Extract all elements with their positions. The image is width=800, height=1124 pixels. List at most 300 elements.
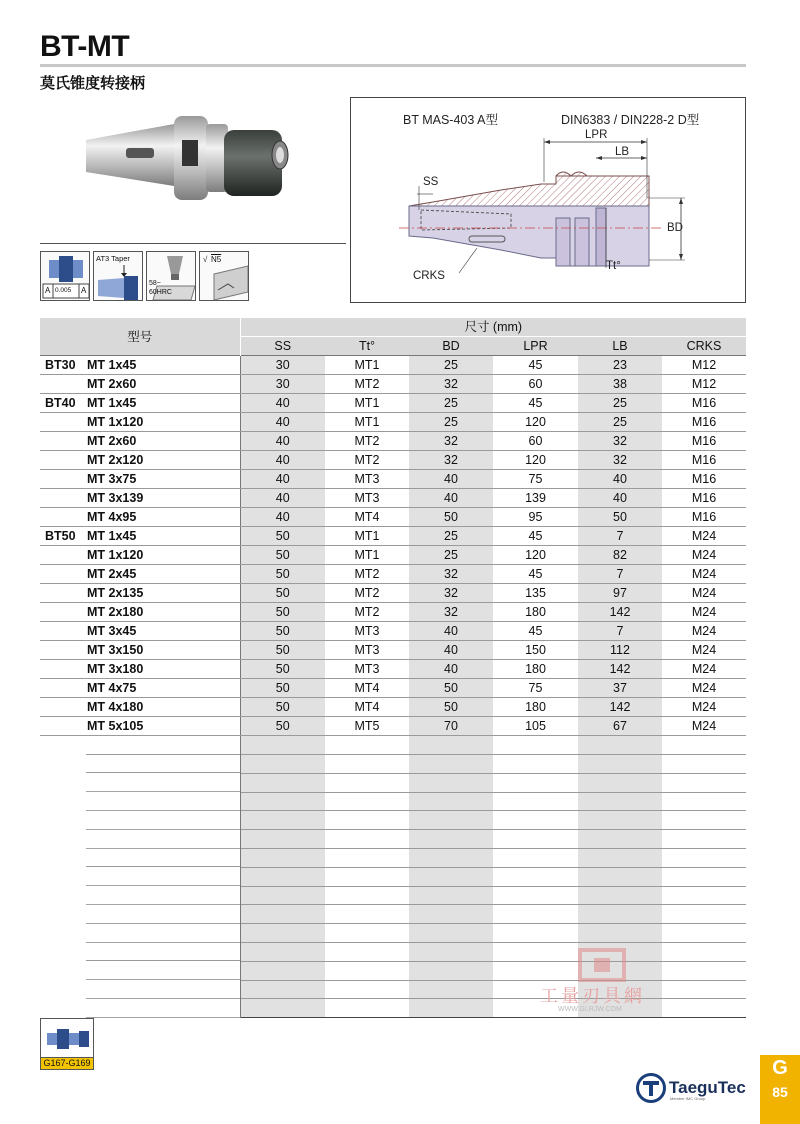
section-tab <box>760 1055 800 1124</box>
blank-cell <box>240 830 325 849</box>
cell-lpr: 60 <box>493 432 578 451</box>
cell-lb: 142 <box>578 698 662 717</box>
watermark-url: WWW.GLRJW.COM <box>558 1006 622 1013</box>
blank-cell <box>662 980 746 999</box>
table-row <box>40 413 746 432</box>
cell-ss: 50 <box>240 660 325 679</box>
cell-bd: 25 <box>409 527 493 546</box>
series-group: BT30 <box>45 358 76 373</box>
model-cell <box>40 717 240 736</box>
blank-cell <box>325 849 409 868</box>
cell-bd: 25 <box>409 356 493 375</box>
cell-bd: 32 <box>409 565 493 584</box>
blank-cell <box>578 924 662 943</box>
blank-model-cell <box>40 792 240 811</box>
model-cell <box>40 603 240 622</box>
blank-cell <box>662 736 746 755</box>
blank-cell <box>578 811 662 830</box>
cell-ss: 40 <box>240 508 325 527</box>
cell-bd: 32 <box>409 603 493 622</box>
cell-lb: 40 <box>578 470 662 489</box>
table-row <box>40 584 746 603</box>
model-cell <box>40 622 240 641</box>
blank-cell <box>409 961 493 980</box>
blank-cell <box>493 830 578 849</box>
blank-cell <box>240 867 325 886</box>
blank-cell <box>240 924 325 943</box>
model-cell <box>40 489 240 508</box>
product-photo <box>86 110 296 210</box>
table-row <box>40 546 746 565</box>
model-header: 型号 <box>40 318 240 356</box>
cell-ss: 40 <box>240 489 325 508</box>
table-row <box>40 356 746 375</box>
blank-row <box>40 849 746 868</box>
model-name: MT 3x150 <box>87 643 144 658</box>
blank-cell <box>493 867 578 886</box>
cell-ss: 50 <box>240 698 325 717</box>
cell-bd: 40 <box>409 489 493 508</box>
cell-lpr: 120 <box>493 451 578 470</box>
model-name: MT 1x45 <box>87 396 137 411</box>
blank-cell <box>662 773 746 792</box>
blank-model-cell <box>40 867 240 886</box>
cell-bd: 32 <box>409 375 493 394</box>
cell-lb: 97 <box>578 584 662 603</box>
blank-cell <box>325 736 409 755</box>
cell-tt: MT3 <box>325 641 409 660</box>
blank-cell <box>325 924 409 943</box>
cell-lpr: 75 <box>493 470 578 489</box>
runout-ref-b: A <box>81 286 87 295</box>
cell-lpr: 45 <box>493 394 578 413</box>
cell-bd: 32 <box>409 584 493 603</box>
cell-bd: 25 <box>409 394 493 413</box>
cell-ss: 30 <box>240 375 325 394</box>
cell-lpr: 105 <box>493 717 578 736</box>
table-row <box>40 432 746 451</box>
blank-cell <box>409 773 493 792</box>
blank-cell <box>409 849 493 868</box>
cell-lb: 38 <box>578 375 662 394</box>
cell-crks: M24 <box>662 660 746 679</box>
blank-cell <box>493 773 578 792</box>
cell-tt: MT1 <box>325 394 409 413</box>
dim-lb-label: LB <box>615 146 630 158</box>
cell-crks: M12 <box>662 375 746 394</box>
cell-lpr: 45 <box>493 356 578 375</box>
table-row <box>40 565 746 584</box>
model-cell <box>40 546 240 565</box>
blank-cell <box>325 886 409 905</box>
cell-bd: 40 <box>409 641 493 660</box>
cell-tt: MT2 <box>325 451 409 470</box>
cell-tt: MT3 <box>325 622 409 641</box>
cell-ss: 40 <box>240 432 325 451</box>
blank-cell <box>662 755 746 774</box>
blank-model-cell <box>40 924 240 943</box>
cell-ss: 50 <box>240 584 325 603</box>
blank-cell <box>325 905 409 924</box>
cell-ss: 50 <box>240 717 325 736</box>
blank-cell <box>409 867 493 886</box>
cell-lb: 142 <box>578 660 662 679</box>
blank-cell <box>325 943 409 962</box>
blank-cell <box>662 849 746 868</box>
dim-crks-label: CRKS <box>413 270 445 282</box>
cell-tt: MT3 <box>325 470 409 489</box>
pull-stud-icon <box>41 1019 95 1059</box>
cell-ss: 40 <box>240 413 325 432</box>
table-row <box>40 394 746 413</box>
cell-lb: 50 <box>578 508 662 527</box>
blank-cell <box>409 943 493 962</box>
blank-cell <box>325 980 409 999</box>
model-name: MT 3x180 <box>87 662 144 677</box>
blank-row <box>40 905 746 924</box>
reference-page-link[interactable]: G167-G169 <box>40 1057 94 1070</box>
model-name: MT 3x45 <box>87 624 137 639</box>
blank-row <box>40 924 746 943</box>
model-name: MT 5x105 <box>87 719 144 734</box>
table-row <box>40 622 746 641</box>
blank-cell <box>409 755 493 774</box>
blank-cell <box>662 961 746 980</box>
blank-cell <box>493 736 578 755</box>
model-name: MT 1x120 <box>87 548 144 563</box>
model-name: MT 2x180 <box>87 605 144 620</box>
blank-cell <box>240 736 325 755</box>
col-header-ss: SS <box>240 337 325 356</box>
cell-lpr: 180 <box>493 698 578 717</box>
blank-cell <box>325 867 409 886</box>
cell-crks: M12 <box>662 356 746 375</box>
taegutec-emblem-icon <box>636 1073 666 1103</box>
taper-label: AT3 Taper <box>96 254 130 263</box>
cell-bd: 25 <box>409 413 493 432</box>
blank-cell <box>409 924 493 943</box>
hardness-min: 58~ <box>149 280 161 287</box>
model-cell <box>40 660 240 679</box>
page-number: 85 <box>772 1084 788 1100</box>
cell-crks: M16 <box>662 470 746 489</box>
cell-lb: 112 <box>578 641 662 660</box>
model-cell <box>40 679 240 698</box>
cell-tt: MT4 <box>325 698 409 717</box>
holder-drawing <box>351 98 747 304</box>
blank-cell <box>662 999 746 1018</box>
blank-cell <box>662 943 746 962</box>
table-row <box>40 717 746 736</box>
cell-tt: MT2 <box>325 565 409 584</box>
taper-icon <box>93 251 143 301</box>
blank-cell <box>493 811 578 830</box>
cell-tt: MT1 <box>325 546 409 565</box>
hardness-max: 60HRC <box>149 289 172 296</box>
model-name: MT 2x60 <box>87 434 137 449</box>
brand-name: TaeguTec <box>669 1078 746 1097</box>
blank-cell <box>240 999 325 1018</box>
model-name: MT 3x75 <box>87 472 137 487</box>
model-name: MT 1x120 <box>87 415 144 430</box>
blank-row <box>40 886 746 905</box>
model-name: MT 4x180 <box>87 700 144 715</box>
cell-crks: M16 <box>662 413 746 432</box>
cell-lpr: 180 <box>493 660 578 679</box>
cell-tt: MT2 <box>325 584 409 603</box>
cell-ss: 40 <box>240 394 325 413</box>
blank-cell <box>409 792 493 811</box>
dimension-diagram <box>350 97 746 303</box>
model-name: MT 4x75 <box>87 681 137 696</box>
blank-cell <box>240 755 325 774</box>
spec-table <box>40 318 746 1018</box>
blank-cell <box>493 886 578 905</box>
blank-cell <box>325 961 409 980</box>
section-letter: G <box>772 1057 788 1079</box>
blank-model-cell <box>40 736 240 755</box>
spec-body <box>40 356 746 1018</box>
blank-cell <box>240 849 325 868</box>
blank-model-cell <box>40 849 240 868</box>
feature-icons <box>40 251 249 301</box>
roughness-icon <box>199 251 249 301</box>
blank-model-cell <box>40 773 240 792</box>
blank-cell <box>409 736 493 755</box>
model-name: MT 3x139 <box>87 491 144 506</box>
cell-lpr: 120 <box>493 413 578 432</box>
blank-model-cell <box>40 830 240 849</box>
blank-cell <box>325 792 409 811</box>
blank-row <box>40 773 746 792</box>
table-row <box>40 641 746 660</box>
model-name: MT 2x60 <box>87 377 137 392</box>
blank-model-cell <box>40 943 240 962</box>
table-row <box>40 527 746 546</box>
runout-icon <box>40 251 90 301</box>
watermark-text: 工量刃具網 <box>540 986 645 1007</box>
blank-cell <box>409 830 493 849</box>
table-row <box>40 375 746 394</box>
model-name: MT 4x95 <box>87 510 137 525</box>
blank-model-cell <box>40 980 240 999</box>
model-name: MT 1x45 <box>87 529 137 544</box>
model-cell <box>40 375 240 394</box>
model-cell <box>40 527 240 546</box>
blank-cell <box>493 905 578 924</box>
cell-lb: 37 <box>578 679 662 698</box>
col-header-lb: LB <box>578 337 662 356</box>
cell-crks: M24 <box>662 565 746 584</box>
cell-crks: M24 <box>662 698 746 717</box>
cell-ss: 50 <box>240 527 325 546</box>
cell-bd: 40 <box>409 470 493 489</box>
blank-model-cell <box>40 905 240 924</box>
cell-lpr: 95 <box>493 508 578 527</box>
cell-lpr: 60 <box>493 375 578 394</box>
blank-cell <box>578 736 662 755</box>
cell-lb: 142 <box>578 603 662 622</box>
cell-crks: M16 <box>662 489 746 508</box>
hardness-icon <box>146 251 196 301</box>
cell-crks: M24 <box>662 527 746 546</box>
cell-lpr: 75 <box>493 679 578 698</box>
blank-cell <box>578 792 662 811</box>
cell-bd: 50 <box>409 698 493 717</box>
blank-cell <box>578 867 662 886</box>
blank-cell <box>325 811 409 830</box>
runout-ref-a: A <box>45 286 51 295</box>
cell-crks: M24 <box>662 717 746 736</box>
table-row <box>40 698 746 717</box>
cell-lb: 25 <box>578 413 662 432</box>
model-name: MT 2x120 <box>87 453 144 468</box>
table-row <box>40 603 746 622</box>
cell-ss: 40 <box>240 451 325 470</box>
cell-crks: M24 <box>662 641 746 660</box>
blank-cell <box>662 792 746 811</box>
table-row <box>40 660 746 679</box>
cell-tt: MT1 <box>325 527 409 546</box>
cell-ss: 50 <box>240 622 325 641</box>
cell-crks: M16 <box>662 451 746 470</box>
blank-row <box>40 830 746 849</box>
blank-cell <box>662 905 746 924</box>
blank-row <box>40 792 746 811</box>
blank-cell <box>662 886 746 905</box>
cell-tt: MT2 <box>325 432 409 451</box>
runout-value: 0.005 <box>55 287 72 294</box>
dim-lpr-label: LPR <box>585 129 608 141</box>
model-cell <box>40 394 240 413</box>
model-cell <box>40 641 240 660</box>
model-name: MT 2x135 <box>87 586 144 601</box>
blank-cell <box>409 999 493 1018</box>
cell-crks: M24 <box>662 622 746 641</box>
blank-row <box>40 867 746 886</box>
blank-cell <box>240 943 325 962</box>
cell-bd: 70 <box>409 717 493 736</box>
col-header-lpr: LPR <box>493 337 578 356</box>
cell-tt: MT5 <box>325 717 409 736</box>
model-cell <box>40 413 240 432</box>
cell-lpr: 45 <box>493 527 578 546</box>
model-cell <box>40 508 240 527</box>
cell-lb: 40 <box>578 489 662 508</box>
cell-lpr: 139 <box>493 489 578 508</box>
cell-lb: 7 <box>578 622 662 641</box>
model-cell <box>40 698 240 717</box>
dim-bd-label: BD <box>667 222 683 234</box>
blank-cell <box>240 980 325 999</box>
blank-cell <box>325 755 409 774</box>
cell-lb: 23 <box>578 356 662 375</box>
blank-row <box>40 811 746 830</box>
blank-cell <box>662 924 746 943</box>
table-row <box>40 508 746 527</box>
blank-cell <box>240 905 325 924</box>
cell-crks: M24 <box>662 679 746 698</box>
cell-ss: 50 <box>240 603 325 622</box>
cell-bd: 50 <box>409 508 493 527</box>
blank-model-cell <box>40 961 240 980</box>
blank-row <box>40 736 746 755</box>
blank-cell <box>493 924 578 943</box>
dim-ss-label: SS <box>423 176 439 188</box>
blank-cell <box>240 792 325 811</box>
blank-model-cell <box>40 886 240 905</box>
diagram-type-left: BT MAS-403 A型 <box>403 113 498 127</box>
roughness-value: N5 <box>211 255 222 264</box>
cell-crks: M16 <box>662 394 746 413</box>
page-subtitle: 莫氏锥度转接柄 <box>40 74 146 92</box>
blank-cell <box>493 755 578 774</box>
model-cell <box>40 565 240 584</box>
blank-cell <box>325 773 409 792</box>
blank-cell <box>240 773 325 792</box>
table-row <box>40 451 746 470</box>
blank-model-cell <box>40 999 240 1018</box>
cell-lpr: 120 <box>493 546 578 565</box>
cell-lpr: 135 <box>493 584 578 603</box>
blank-model-cell <box>40 755 240 774</box>
cell-bd: 32 <box>409 432 493 451</box>
cell-lb: 7 <box>578 527 662 546</box>
cell-bd: 32 <box>409 451 493 470</box>
cell-lpr: 45 <box>493 565 578 584</box>
blank-model-cell <box>40 811 240 830</box>
cell-lb: 7 <box>578 565 662 584</box>
roughness-symbol: √ <box>203 255 208 264</box>
blank-cell <box>578 773 662 792</box>
title-divider <box>40 64 746 67</box>
cell-lpr: 180 <box>493 603 578 622</box>
blank-cell <box>493 849 578 868</box>
cell-tt: MT3 <box>325 489 409 508</box>
table-row <box>40 679 746 698</box>
blank-row <box>40 755 746 774</box>
blank-cell <box>578 849 662 868</box>
blank-cell <box>578 755 662 774</box>
model-cell <box>40 584 240 603</box>
cell-bd: 50 <box>409 679 493 698</box>
blank-cell <box>409 886 493 905</box>
dim-tt-label: Tt° <box>606 260 621 272</box>
cell-ss: 50 <box>240 641 325 660</box>
blank-cell <box>662 811 746 830</box>
table-row <box>40 489 746 508</box>
diagram-type-right: DIN6383 / DIN228-2 D型 <box>561 113 700 127</box>
col-header-bd: BD <box>409 337 493 356</box>
cell-ss: 40 <box>240 470 325 489</box>
cell-tt: MT1 <box>325 413 409 432</box>
model-cell <box>40 470 240 489</box>
blank-cell <box>325 830 409 849</box>
blank-cell <box>240 961 325 980</box>
brand-tagline: Member IMC Group <box>670 1096 706 1101</box>
cell-crks: M24 <box>662 584 746 603</box>
model-name: MT 2x45 <box>87 567 137 582</box>
page-title: BT-MT <box>40 30 130 63</box>
blank-cell <box>325 999 409 1018</box>
cell-crks: M24 <box>662 546 746 565</box>
cell-lb: 67 <box>578 717 662 736</box>
model-cell <box>40 451 240 470</box>
blank-cell <box>409 980 493 999</box>
series-group: BT40 <box>45 396 76 411</box>
cell-ss: 50 <box>240 565 325 584</box>
blank-cell <box>409 811 493 830</box>
